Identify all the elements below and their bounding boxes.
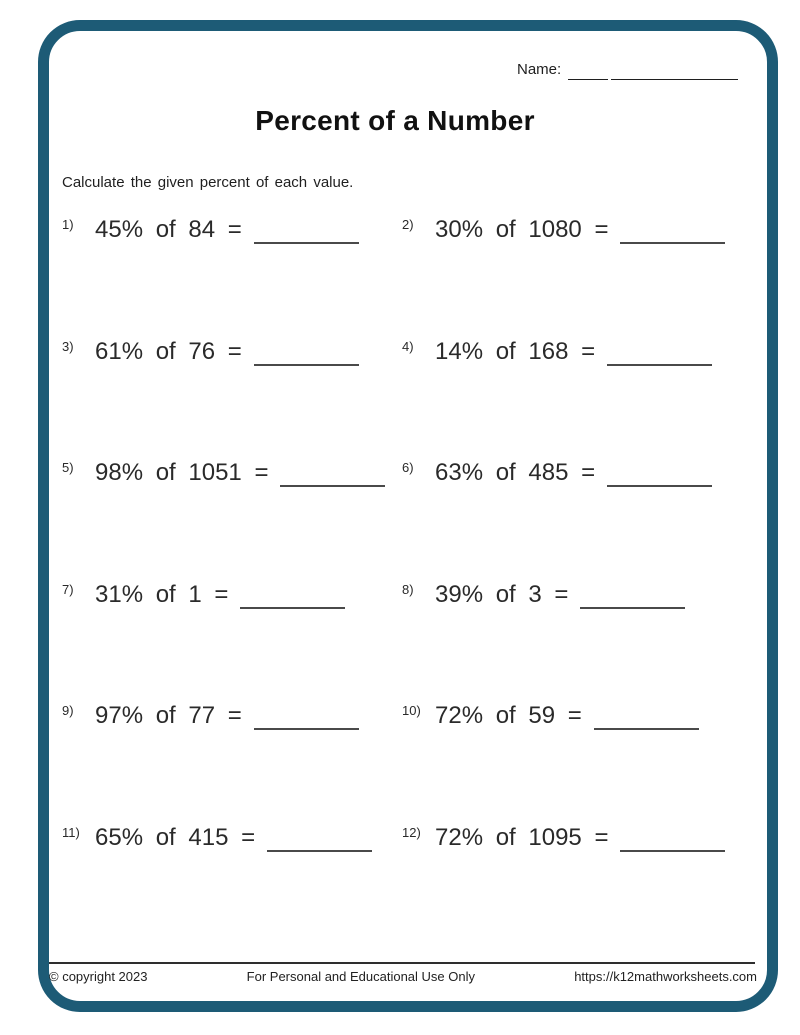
answer-blank[interactable] — [254, 364, 359, 366]
problem-expression: 72% of 59 = — [435, 702, 582, 729]
copyright-text: © copyright 2023 — [49, 969, 148, 984]
problem-item — [62, 575, 402, 697]
problem-number: 12) — [402, 824, 421, 840]
problem-item — [62, 453, 402, 575]
problem-item — [402, 818, 742, 940]
problem-expression: 39% of 3 = — [435, 580, 569, 608]
answer-blank[interactable] — [240, 607, 345, 609]
problem-expression: 31% of 1 = — [95, 580, 229, 608]
page-title: Percent of a Number — [255, 105, 535, 136]
footer-divider — [49, 962, 755, 964]
name-line[interactable] — [568, 59, 608, 80]
problem-expression: 45% of 84 = — [95, 216, 242, 243]
problem-number: 10) — [402, 703, 421, 718]
usage-text: For Personal and Educational Use Only — [246, 969, 476, 984]
problem-number: 6) — [402, 460, 414, 475]
problem-expression: 97% of 77 = — [95, 702, 242, 729]
site-url[interactable]: https://k12mathworksheets.com — [574, 969, 757, 984]
problem-expression: 30% of 1080 = — [435, 216, 609, 243]
answer-blank[interactable] — [580, 607, 685, 609]
answer-blank[interactable] — [607, 485, 712, 487]
answer-blank[interactable] — [254, 242, 359, 244]
problem-number: 1) — [62, 217, 74, 232]
problem-item — [62, 332, 402, 454]
problem-item — [402, 575, 742, 697]
answer-blank[interactable] — [267, 850, 372, 852]
instruction-text: Calculate the given percent of each value. — [62, 174, 354, 191]
problem-item — [402, 696, 742, 818]
problem-expression: 98% of 1051 = — [95, 459, 269, 486]
problem-item — [62, 210, 402, 332]
answer-blank[interactable] — [254, 728, 359, 730]
problem-number: 4) — [402, 338, 414, 354]
problem-number: 11) — [62, 824, 80, 840]
problem-number: 5) — [62, 460, 74, 475]
problem-item — [402, 453, 742, 575]
problem-expression: 61% of 76 = — [95, 337, 242, 365]
answer-blank[interactable] — [620, 850, 725, 852]
problem-item — [62, 818, 402, 940]
problem-expression: 63% of 485 = — [435, 459, 596, 486]
problem-item — [402, 332, 742, 454]
problem-expression: 72% of 1095 = — [435, 823, 609, 851]
problems-grid — [62, 210, 742, 939]
footer — [49, 969, 757, 984]
answer-blank[interactable] — [594, 728, 699, 730]
problem-expression: 14% of 168 = — [435, 337, 596, 365]
name-field — [517, 59, 738, 80]
problem-expression: 65% of 415 = — [95, 823, 256, 851]
problem-item — [62, 696, 402, 818]
problem-item — [402, 210, 742, 332]
problem-number: 2) — [402, 217, 414, 232]
name-line[interactable] — [611, 59, 738, 80]
name-label: Name: — [517, 61, 562, 78]
answer-blank[interactable] — [607, 364, 712, 366]
answer-blank[interactable] — [620, 242, 725, 244]
problem-number: 3) — [62, 338, 74, 354]
problem-number: 7) — [62, 581, 74, 597]
answer-blank[interactable] — [280, 485, 385, 487]
problem-number: 9) — [62, 703, 74, 718]
problem-number: 8) — [402, 581, 414, 597]
